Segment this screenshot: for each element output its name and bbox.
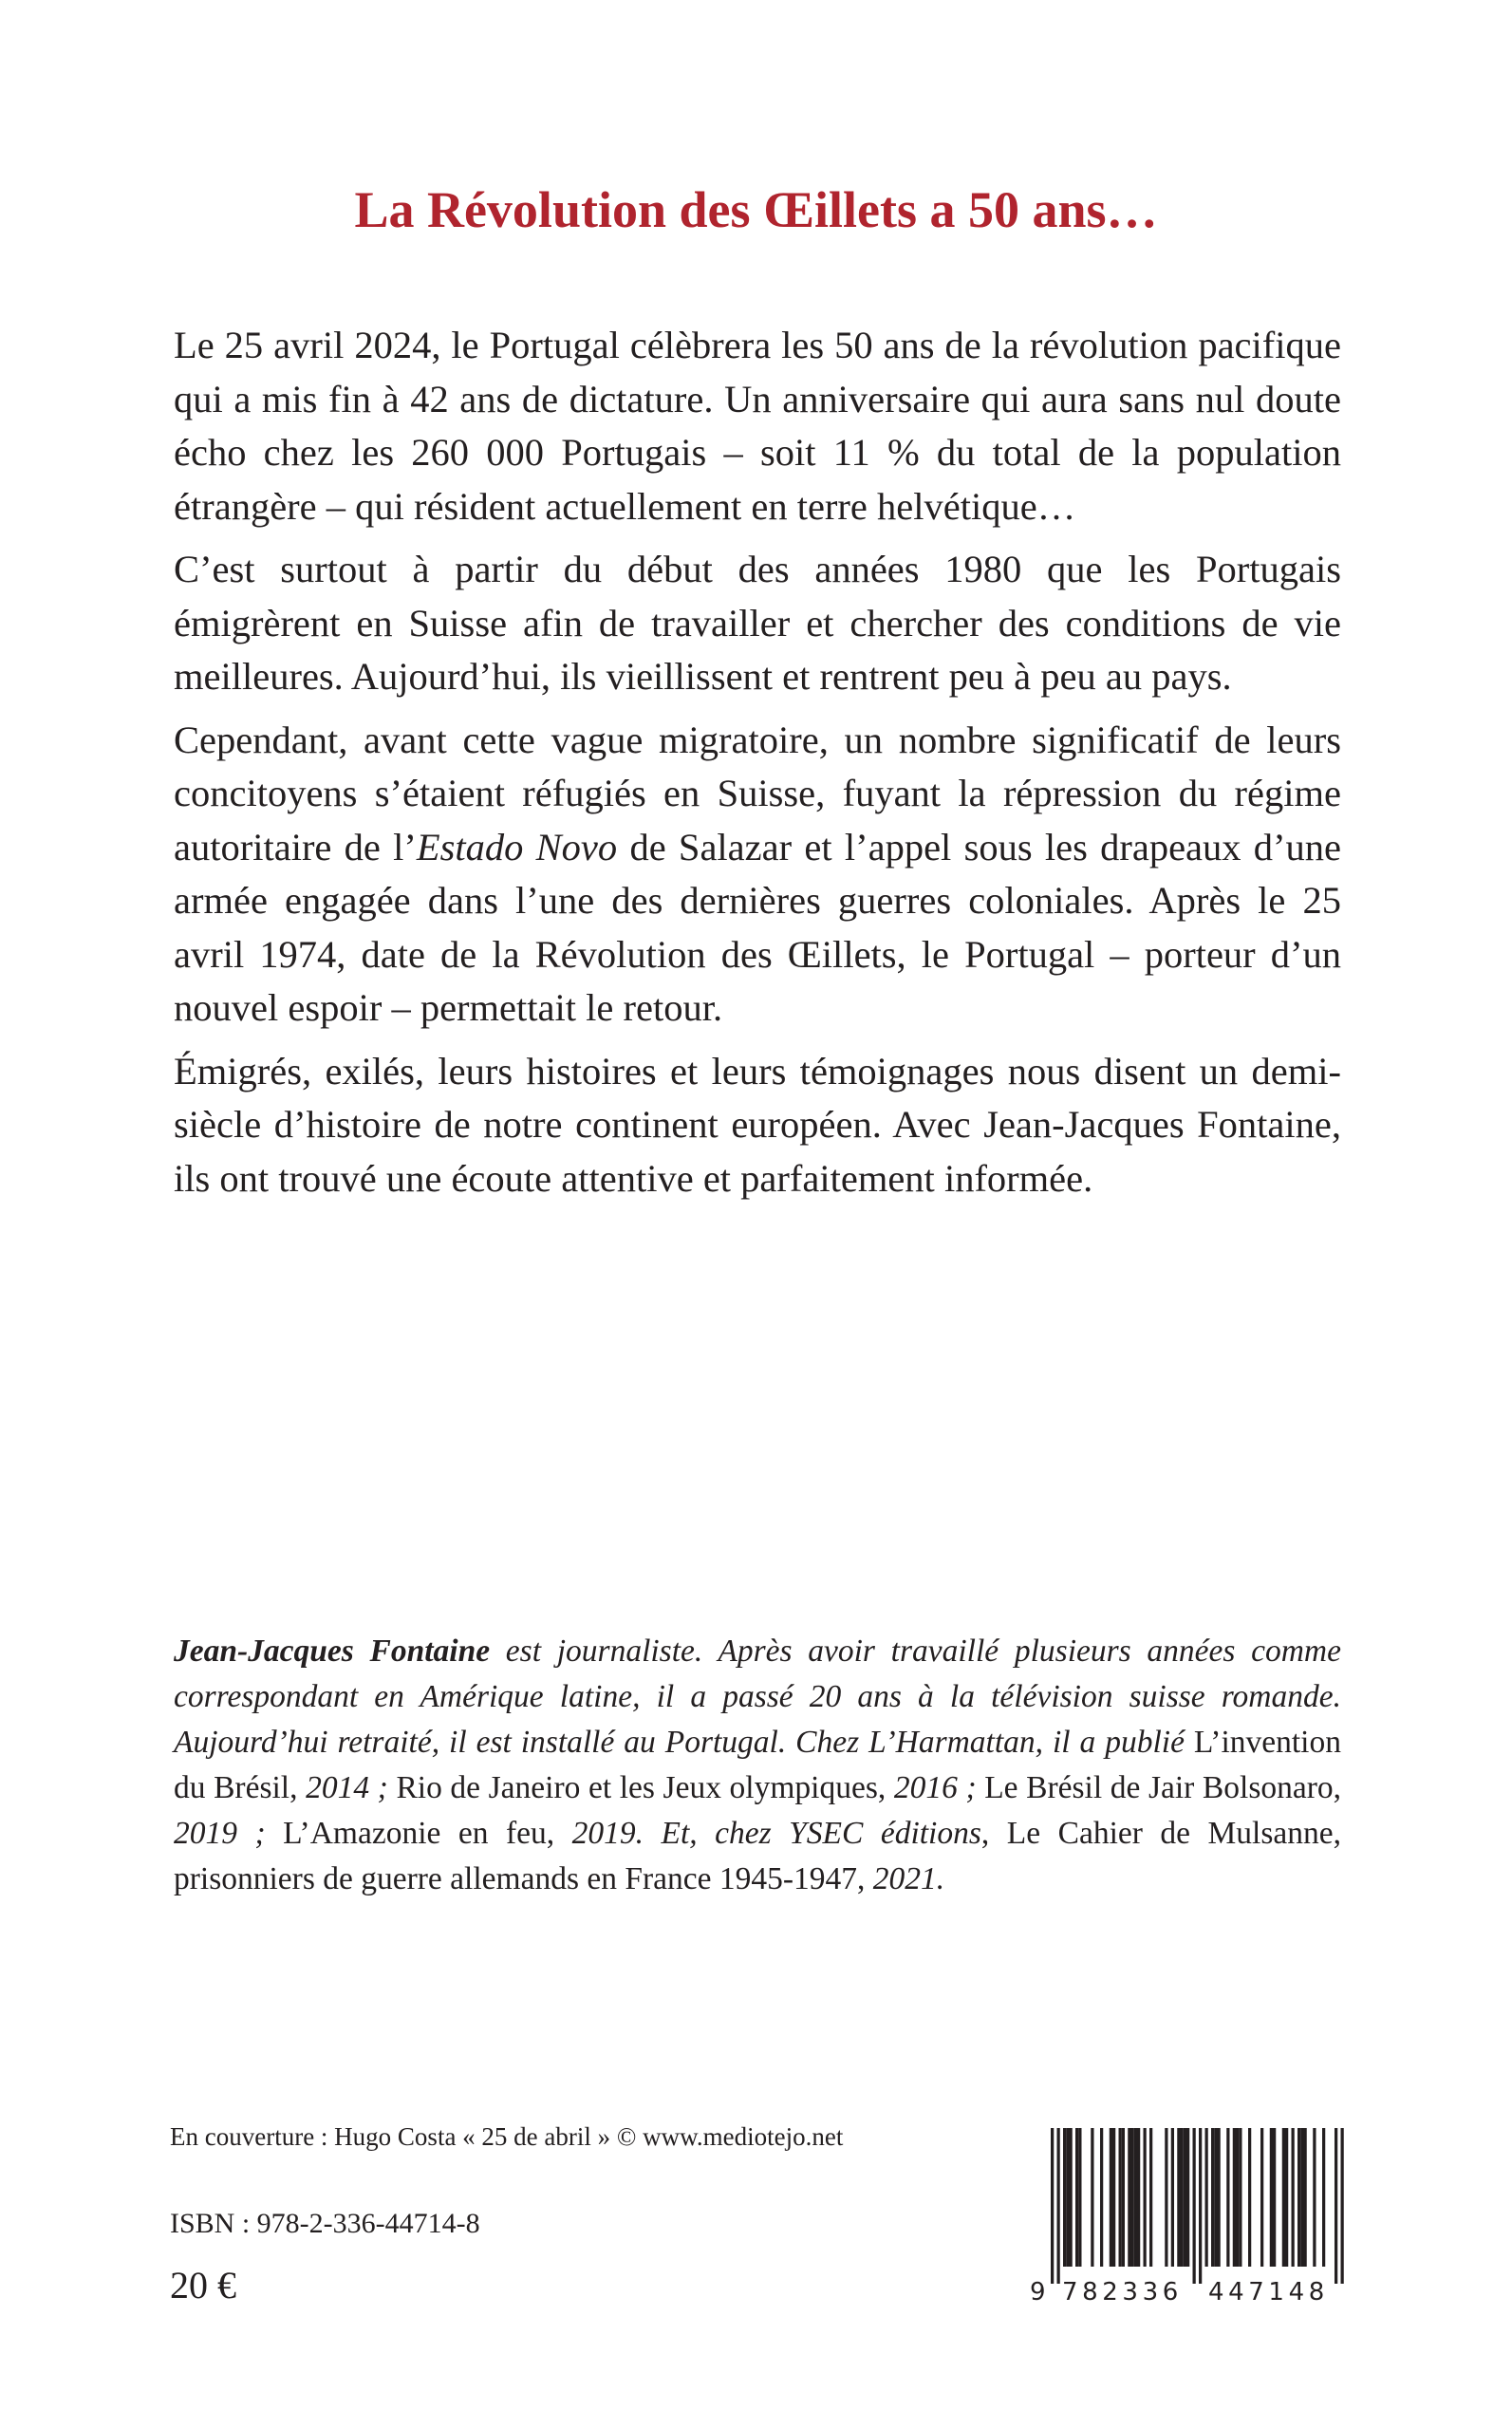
book-title-3: Le Brésil de Jair Bolsonaro, — [984, 1770, 1342, 1805]
barcode-first-digit: 9 — [1030, 2278, 1046, 2303]
barcode-bar — [1218, 2128, 1221, 2267]
isbn-barcode — [1028, 2126, 1347, 2303]
barcode-bars — [1051, 2128, 1344, 2284]
barcode-bar — [1335, 2128, 1337, 2284]
barcode-bar — [1131, 2128, 1134, 2267]
barcode-bar — [1226, 2128, 1229, 2267]
barcode-bar — [1177, 2128, 1180, 2267]
barcode-left-digits: 782336 — [1062, 2278, 1183, 2303]
barcode-bar — [1122, 2128, 1125, 2267]
barcode-bar — [1119, 2128, 1122, 2267]
barcode-bar — [1112, 2128, 1115, 2267]
barcode-bar — [1341, 2128, 1344, 2284]
author-bio — [174, 1629, 1341, 1902]
barcode-bar — [1063, 2128, 1066, 2267]
barcode-bar — [1171, 2128, 1174, 2267]
author-bio-text — [174, 1629, 1341, 1902]
blurb-paragraph-2: C’est surtout à partir du début des années 1980 que les Portugais émigrèrent en Suisse afin de travailler et chercher des conditions de vie meilleures. Aujourd’hui, ils vieillissent et rentrent peu à peu au pays. — [174, 548, 1341, 698]
barcode-bar — [1292, 2128, 1295, 2267]
barcode-bar — [1078, 2128, 1081, 2267]
barcode-bar — [1075, 2128, 1078, 2267]
book-year-1: 2014 ; — [297, 1770, 397, 1805]
blurb — [174, 319, 1341, 1215]
book-title-5: Le Cahier de Mulsanne, prisonniers de guerre allemands en France 1945-1947, — [174, 1816, 1342, 1896]
barcode-bar — [1165, 2128, 1167, 2267]
barcode-bar — [1199, 2128, 1202, 2284]
barcode-bar — [1205, 2128, 1208, 2267]
barcode-bar — [1211, 2128, 1214, 2267]
blurb-paragraph-3-part-a: Cependant, avant cette vague migratoire, un nombre significatif de leurs concitoyens s’étaient réfugiés en Suisse, fuyant la répression du régime autoritaire de l’ — [174, 718, 1341, 868]
blurb-paragraph-3-part-b: de Salazar et l’appel sous les drapeaux d’une armée engagée dans l’une des dernières guerres coloniales. Après le 25 avril 1974, date de la Révolution des Œillets, le Portugal – porteur d’un nouvel espoir – permettait le retour. — [174, 825, 1341, 1029]
barcode-bar — [1137, 2128, 1140, 2267]
barcode-bar — [1134, 2128, 1137, 2267]
barcode-bar — [1214, 2128, 1217, 2267]
barcode-bar — [1057, 2128, 1060, 2284]
barcode-bar — [1322, 2128, 1325, 2267]
barcode-bar — [1248, 2128, 1251, 2267]
barcode-bar — [1184, 2128, 1186, 2267]
barcode-bar — [1260, 2128, 1263, 2267]
barcode-bar — [1282, 2128, 1285, 2267]
book-year-2: 2016 ; — [886, 1770, 985, 1805]
estado-novo-italic: Estado Novo — [416, 825, 618, 868]
barcode-bar — [1236, 2128, 1239, 2267]
barcode-bar — [1273, 2128, 1276, 2267]
barcode-bar — [1233, 2128, 1236, 2267]
book-year-4-publisher: 2019. Et, chez YSEC éditions — [554, 1816, 981, 1851]
barcode-bar — [1300, 2128, 1303, 2267]
book-year-3: 2019 ; — [174, 1816, 284, 1851]
barcode-bar — [1270, 2128, 1273, 2267]
barcode-graphic — [1028, 2126, 1347, 2303]
bio-sentence: est journaliste. Après avoir travaillé plusieurs années comme correspondant en Amérique latine, il a passé 20 ans à la télévision suisse romande. Aujourd’hui retraité, il est installé au Portugal. Chez L’Harmattan, il a publié — [174, 1634, 1341, 1760]
barcode-bar — [1297, 2128, 1300, 2267]
barcode-bar — [1128, 2128, 1130, 2267]
barcode-bar — [1110, 2128, 1112, 2267]
blurb-paragraph-1: Le 25 avril 2024, le Portugal célèbrera les 50 ans de la révolution pacifique qui a mis fin à 42 ans de dictature. Un anniversaire qui aura sans nul doute écho chez les 260 000 Portugais – soit 11 % du total de la population étrangère – qui résident actuellement en terre helvétique… — [174, 324, 1341, 528]
back-cover-title: La Révolution des Œillets a 50 ans… — [354, 181, 1158, 239]
book-year-5: 2021. — [865, 1861, 945, 1896]
author-name: Jean-Jacques Fontaine — [174, 1634, 491, 1669]
barcode-right-digits: 447148 — [1208, 2278, 1329, 2303]
barcode-bar — [1181, 2128, 1184, 2267]
barcode-bar — [1285, 2128, 1288, 2267]
book-title-1: L’invention du Brésil, — [174, 1725, 1341, 1805]
barcode-bar — [1091, 2128, 1093, 2267]
barcode-bar — [1100, 2128, 1103, 2267]
isbn: ISBN : 978-2-336-44714-8 — [170, 2208, 480, 2239]
barcode-bar — [1144, 2128, 1147, 2267]
price: 20 € — [170, 2264, 236, 2306]
blurb-paragraph-4: Émigrés, exilés, leurs histoires et leurs témoignages nous disent un demi-siècle d’histoire de notre continent européen. Avec Jean-Jacques Fontaine, ils ont trouvé une écoute attentive et parfaitement informée. — [174, 1049, 1341, 1200]
book-title-4: L’Amazonie en feu, — [283, 1816, 555, 1851]
blurb-paragraph-3 — [174, 714, 1341, 1036]
barcode-bar — [1193, 2128, 1196, 2284]
barcode-bar — [1239, 2128, 1241, 2267]
barcode-bar — [1186, 2128, 1189, 2267]
barcode-bar — [1051, 2128, 1054, 2284]
cover-credit: En couverture : Hugo Costa « 25 de abril » © www.mediotejo.net — [170, 2122, 844, 2151]
book-title-2: Rio de Janeiro et les Jeux olympiques, — [396, 1770, 887, 1805]
barcode-bar — [1149, 2128, 1152, 2267]
barcode-bar — [1070, 2128, 1073, 2267]
barcode-bar — [1313, 2128, 1316, 2267]
bio-comma: , — [980, 1816, 1007, 1851]
barcode-bar — [1304, 2128, 1307, 2267]
barcode-bar — [1066, 2128, 1069, 2267]
